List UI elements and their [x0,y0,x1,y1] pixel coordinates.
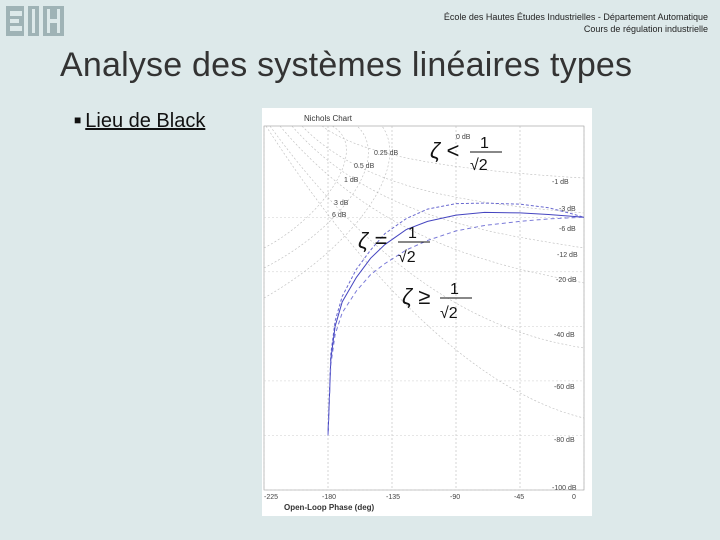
svg-text:√2: √2 [440,305,458,322]
gain-label: 1 dB [344,177,359,184]
svg-text:1: 1 [450,281,459,298]
gain-label: 0.25 dB [374,150,399,157]
svg-text:ζ ≥: ζ ≥ [402,284,431,309]
nichols-chart-svg [262,108,592,516]
gain-contour [264,126,346,248]
x-tick-label: -90 [450,494,461,501]
chart-title: Nichols Chart [304,114,353,123]
x-tick-label: -180 [322,494,337,501]
gain-contour [270,126,584,348]
gain-label: -6 dB [559,226,576,233]
annotation-zeta-geq [402,281,472,322]
gain-label: -80 dB [554,437,575,444]
x-axis-label: Open-Loop Phase (deg) [284,503,375,512]
gain-label: -12 dB [557,252,578,259]
svg-text:ζ <: ζ < [430,138,460,163]
gain-label: -1 dB [552,179,569,186]
svg-text:√2: √2 [470,157,488,174]
x-tick-label: -225 [264,494,279,501]
bullet-item [74,110,205,133]
gain-label: -3 dB [559,206,576,213]
annotation-zeta-equal [358,225,430,266]
x-tick-label: -135 [386,494,401,501]
svg-text:1: 1 [480,135,489,152]
svg-text:√2: √2 [398,249,416,266]
gain-label: -60 dB [554,384,575,391]
gain-label: 0 dB [456,134,471,141]
eih-logo-icon [6,6,64,36]
x-tick-label: -45 [514,494,525,501]
gain-label: -20 dB [556,277,577,284]
gain-label: 0.5 dB [354,163,375,170]
bullet-label: Lieu de Black [85,110,206,132]
square-bullet-icon: ■ [74,113,82,127]
gain-label: -100 dB [552,485,577,492]
svg-text:ζ =: ζ = [358,228,388,253]
gain-contour [264,126,390,298]
header-school: École des Hautes Études Industrielles - Département Automatique [443,12,708,22]
header-info [444,11,708,35]
gain-label: -40 dB [554,332,575,339]
svg-text:1: 1 [408,225,417,242]
x-tick-label: 0 [572,494,576,501]
gain-label: 6 dB [332,212,347,219]
gain-label: 3 dB [334,200,349,207]
header-course: Cours de régulation industrielle [583,24,708,34]
nichols-chart [262,108,592,516]
slide-title: Analyse des systèmes linéaires types [60,46,633,84]
